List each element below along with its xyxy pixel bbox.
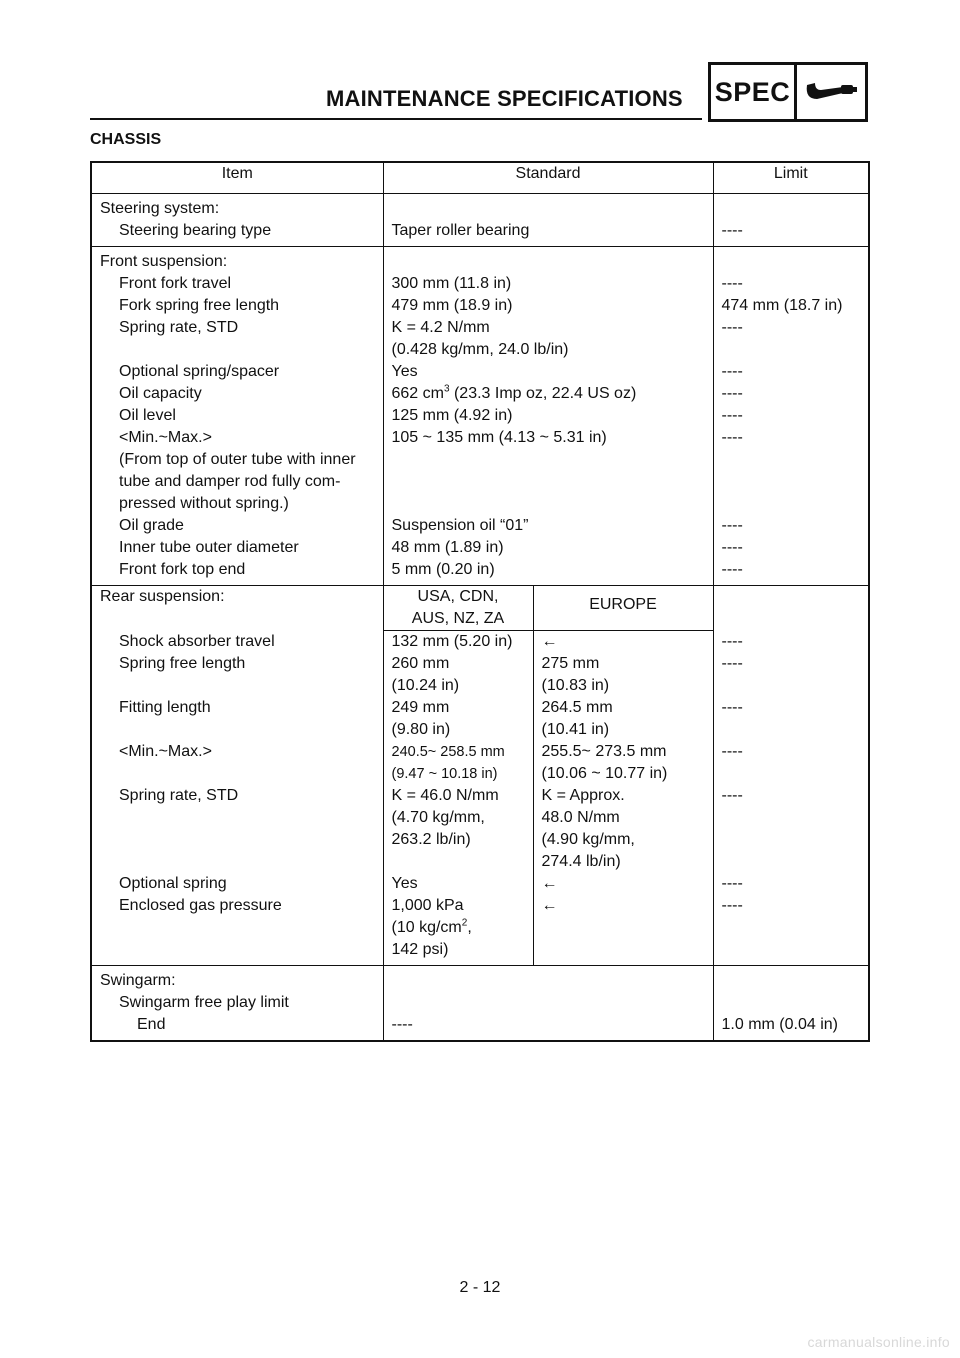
- table-row: [91, 586, 869, 631]
- wrench-icon: [797, 65, 865, 119]
- item-cell: Front fork top end: [91, 559, 383, 586]
- value-cell-b: [533, 785, 713, 873]
- table-row: [91, 405, 869, 427]
- limit-cell: ----: [713, 653, 869, 697]
- region-line: USA, CDN,: [417, 588, 499, 605]
- item-cell: Shock absorber travel: [91, 631, 383, 654]
- value-cell-a: 132 mm (5.20 in): [383, 631, 533, 654]
- table-header-row: [91, 162, 869, 194]
- page-number: 2 - 12: [459, 1279, 501, 1296]
- table-row: [91, 194, 869, 221]
- standard-cell: 300 mm (11.8 in): [383, 273, 713, 295]
- value-line: 260 mm: [391, 655, 450, 672]
- table-row: [91, 295, 869, 317]
- value-cell-a: [383, 697, 533, 741]
- value-line: 249 mm: [391, 699, 450, 716]
- item-cell: Spring free length: [91, 653, 383, 697]
- value-line: (4.70 kg/mm,: [391, 809, 485, 826]
- item-cell: Spring rate, STD: [91, 317, 383, 361]
- limit-cell: ----: [713, 515, 869, 537]
- table-row: [91, 741, 869, 785]
- limit-cell: ----: [713, 273, 869, 295]
- table-row: [91, 895, 869, 966]
- item-cell: Enclosed gas pressure: [91, 895, 383, 966]
- table-row: [91, 427, 869, 515]
- item-line: <Min.~Max.>: [119, 429, 212, 446]
- watermark: carmanualsonline.info: [807, 1334, 950, 1350]
- limit-cell: ----: [713, 873, 869, 895]
- table-row: [91, 383, 869, 405]
- limit-cell: ----: [713, 697, 869, 741]
- table-row: [91, 1014, 869, 1041]
- table-row: [91, 273, 869, 295]
- limit-cell: ----: [713, 427, 869, 515]
- col-header-limit: Limit: [713, 162, 869, 194]
- item-cell: Swingarm free play limit: [91, 992, 383, 1014]
- item-cell: Fork spring free length: [91, 295, 383, 317]
- item-cell: Spring rate, STD: [91, 785, 383, 873]
- item-cell: Optional spring/spacer: [91, 361, 383, 383]
- item-cell: Steering bearing type: [91, 220, 383, 247]
- item-line: (From top of outer tube with inner: [119, 451, 356, 468]
- item-cell: End: [91, 1014, 383, 1041]
- value-line: K = Approx.: [541, 787, 625, 804]
- table-row: [91, 515, 869, 537]
- limit-cell: ----: [713, 631, 869, 654]
- value-line: 264.5 mm: [541, 699, 613, 716]
- value-cell-b: ←: [533, 895, 713, 966]
- value-cell-a: Yes: [383, 873, 533, 895]
- section-heading: Front suspension:: [91, 247, 383, 274]
- value-line: 274.4 lb/in): [541, 853, 621, 870]
- col-header-item: Item: [91, 162, 383, 194]
- standard-cell: Yes: [383, 361, 713, 383]
- pressure-unit-sup: 2: [461, 917, 468, 929]
- table-row: [91, 966, 869, 993]
- standard-cell: 5 mm (0.20 in): [383, 559, 713, 586]
- standard-cell: 105 ~ 135 mm (4.13 ~ 5.31 in): [383, 427, 713, 515]
- value-cell-a: [383, 895, 533, 966]
- item-cell: [91, 427, 383, 515]
- value-cell-b: ←: [533, 873, 713, 895]
- value-line: (10.83 in): [541, 677, 610, 694]
- standard-cell: Taper roller bearing: [383, 220, 713, 247]
- item-cell: Oil capacity: [91, 383, 383, 405]
- value-cell-b: [533, 741, 713, 785]
- item-line: tube and damper rod fully com-: [119, 473, 341, 490]
- pressure-unit: (10 kg/cm: [391, 919, 462, 936]
- limit-cell: ----: [713, 220, 869, 247]
- limit-cell: ----: [713, 785, 869, 873]
- table-row: [91, 653, 869, 697]
- standard-cell: [383, 317, 713, 361]
- value-line: 255.5~ 273.5 mm: [541, 743, 667, 760]
- capacity-value: 662 cm: [391, 385, 444, 402]
- section-heading: Swingarm:: [91, 966, 383, 993]
- region-line: AUS, NZ, ZA: [411, 610, 505, 627]
- value-line: 48.0 N/mm: [541, 809, 620, 826]
- limit-cell: ----: [713, 895, 869, 966]
- limit-cell: ----: [713, 405, 869, 427]
- value-cell-b: [533, 697, 713, 741]
- region-header-a: [383, 586, 533, 631]
- section-heading: Rear suspension:: [91, 586, 383, 631]
- limit-cell: ----: [713, 559, 869, 586]
- section-title: CHASSIS: [90, 131, 162, 148]
- limit-cell: ----: [713, 383, 869, 405]
- table-row: [91, 247, 869, 274]
- standard-cell: 125 mm (4.92 in): [383, 405, 713, 427]
- item-cell: Optional spring: [91, 873, 383, 895]
- value-line: (10.24 in): [391, 677, 460, 694]
- item-cell: <Min.~Max.>: [91, 741, 383, 785]
- page-title: MAINTENANCE SPECIFICATIONS: [326, 86, 683, 111]
- value-cell-a: [383, 653, 533, 697]
- standard-line: K = 4.2 N/mm: [391, 319, 490, 336]
- table-row: [91, 873, 869, 895]
- standard-cell: [383, 383, 713, 405]
- value-cell-a: [383, 741, 533, 785]
- limit-cell: 1.0 mm (0.04 in): [713, 1014, 869, 1041]
- value-line: 1,000 kPa: [391, 897, 464, 914]
- limit-cell: ----: [713, 741, 869, 785]
- value-line: 142 psi): [391, 941, 449, 958]
- value-line: 240.5~ 258.5 mm: [391, 744, 505, 760]
- capacity-unit-sup: 3: [443, 383, 450, 395]
- pressure-comma: ,: [467, 919, 472, 936]
- value-line: (10.06 ~ 10.77 in): [541, 765, 668, 782]
- table-row: [91, 220, 869, 247]
- value-cell-b: [533, 653, 713, 697]
- item-cell: Front fork travel: [91, 273, 383, 295]
- value-line: 275 mm: [541, 655, 600, 672]
- table-row: [91, 537, 869, 559]
- limit-cell: ----: [713, 361, 869, 383]
- item-cell: Inner tube outer diameter: [91, 537, 383, 559]
- table-row: [91, 361, 869, 383]
- standard-cell: 479 mm (18.9 in): [383, 295, 713, 317]
- value-line: K = 46.0 N/mm: [391, 787, 499, 804]
- region-header-b: EUROPE: [533, 586, 713, 631]
- item-cell: Fitting length: [91, 697, 383, 741]
- value-line: (10.41 in): [541, 721, 610, 738]
- standard-cell: 48 mm (1.89 in): [383, 537, 713, 559]
- section-heading: Steering system:: [91, 194, 383, 221]
- value-line: (9.80 in): [391, 721, 451, 738]
- item-cell: Oil grade: [91, 515, 383, 537]
- table-row: [91, 992, 869, 1014]
- value-cell-a: [383, 785, 533, 873]
- table-row: [91, 631, 869, 654]
- header-rule: [90, 118, 702, 120]
- standard-line: (0.428 kg/mm, 24.0 lb/in): [391, 341, 569, 358]
- value-line: (9.47 ~ 10.18 in): [391, 766, 498, 782]
- table-row: [91, 697, 869, 741]
- table-row: [91, 559, 869, 586]
- limit-cell: ----: [713, 317, 869, 361]
- table-row: [91, 785, 869, 873]
- value-line: 263.2 lb/in): [391, 831, 471, 848]
- spec-badge: [708, 62, 868, 122]
- standard-cell: ----: [383, 1014, 713, 1041]
- spec-label: SPEC: [711, 65, 797, 119]
- standard-cell: Suspension oil “01”: [383, 515, 713, 537]
- capacity-conversion: (23.3 Imp oz, 22.4 US oz): [449, 385, 637, 402]
- limit-cell: ----: [713, 537, 869, 559]
- item-line: pressed without spring.): [119, 495, 289, 512]
- value-line: [392, 917, 525, 939]
- limit-cell: 474 mm (18.7 in): [713, 295, 869, 317]
- value-cell-b: ←: [533, 631, 713, 654]
- value-line: (4.90 kg/mm,: [541, 831, 635, 848]
- table-row: [91, 317, 869, 361]
- item-cell: Oil level: [91, 405, 383, 427]
- chassis-spec-table: [90, 161, 870, 1042]
- col-header-standard: Standard: [383, 162, 713, 194]
